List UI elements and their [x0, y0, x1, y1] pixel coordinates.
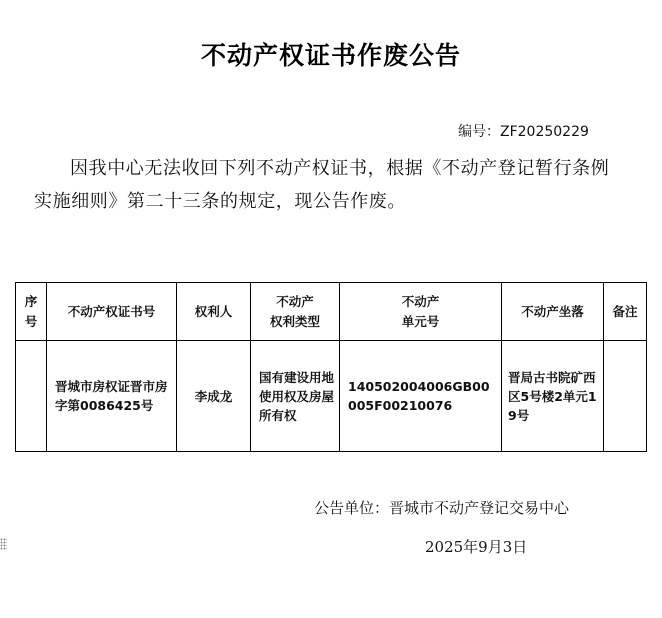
certificate-table	[15, 282, 647, 452]
cell-seq	[16, 341, 47, 452]
cell-remarks	[604, 341, 647, 452]
header-cert-no: 不动产权证书号	[47, 283, 177, 341]
header-holder: 权利人	[177, 283, 251, 341]
header-unit-no: 不动产 单元号	[340, 283, 502, 341]
table-row	[16, 341, 647, 452]
cell-right-type: 国有建设用地使用权及房屋所有权	[251, 341, 340, 452]
table-header-row	[16, 283, 647, 341]
header-seq	[16, 283, 47, 341]
header-location: 不动产坐落	[502, 283, 604, 341]
drag-handle-icon[interactable]	[0, 538, 7, 550]
header-right-type: 不动产 权利类型	[251, 283, 340, 341]
notice-body: 因我中心无法收回下列不动产权证书，根据《不动产登记暂行条例实施细则》第二十三条的规定，现公告作废。	[34, 158, 610, 212]
cell-cert-no: 晋城市房权证晋市房字第0086425号	[47, 341, 177, 452]
issue-date: 2025年9月3日	[425, 538, 528, 556]
header-seq-label: 序号	[24, 293, 38, 329]
cell-holder: 李成龙	[177, 341, 251, 452]
cell-unit-no: 140502004006GB00005F00210076	[340, 341, 502, 452]
header-remarks: 备注	[604, 283, 647, 341]
document-number: 编号：ZF20250229	[458, 124, 589, 140]
issuing-unit: 公告单位：晋城市不动产登记交易中心	[314, 499, 570, 517]
notice-title: 不动产权证书作废公告	[200, 41, 461, 70]
cell-location: 晋局古书院矿西区5号楼2单元19号	[502, 341, 604, 452]
